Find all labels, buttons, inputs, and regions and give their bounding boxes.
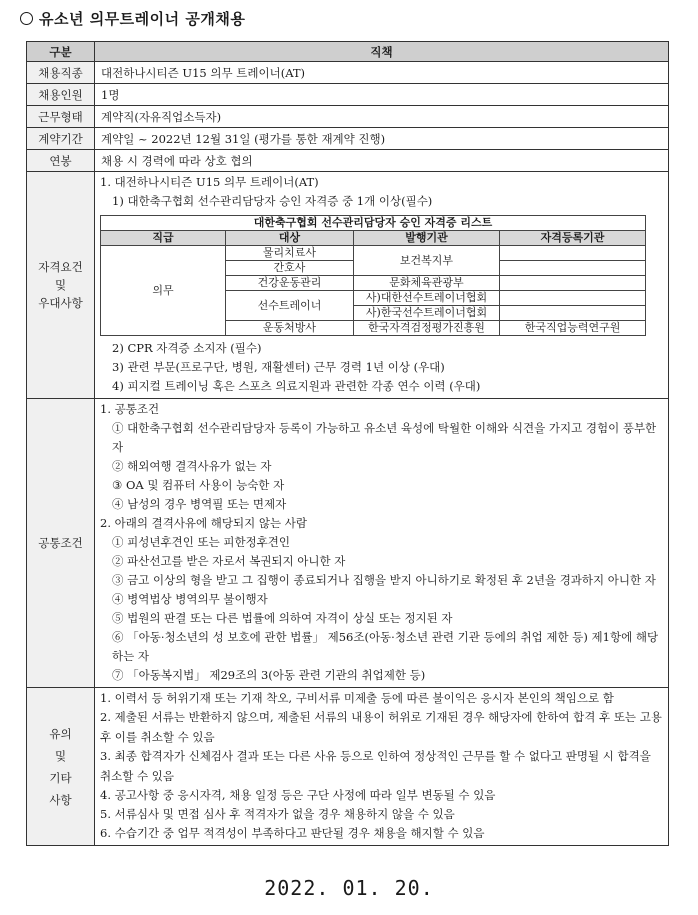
qual-item: 2) CPR 자격증 소지자 (필수) bbox=[112, 341, 262, 355]
row-value-employment-type: 계약직(자유직업소득자) bbox=[95, 106, 669, 128]
row-label-employment-type: 근무형태 bbox=[27, 106, 95, 128]
common-row bbox=[27, 399, 669, 688]
cert-header-issuer: 발행기관 bbox=[354, 231, 500, 246]
table-row bbox=[27, 150, 669, 172]
disqualification-item: ① 피성년후견인 또는 피한정후견인 bbox=[112, 535, 290, 549]
qual-intro-1: 1. 대전하나시티즌 U15 의무 트레이너(AT) bbox=[100, 175, 319, 189]
label-line: 자격요건 bbox=[38, 260, 83, 274]
notes-content bbox=[95, 688, 669, 846]
common-item: ③ OA 및 컴퓨터 사용이 능숙한 자 bbox=[112, 478, 285, 492]
disqualification-item: ⑥ 「아동·청소년의 성 보호에 관한 법률」 제56조(아동·청소년 관련 기관 등에의 취업 제한 등) 제1항에 해당하는 자 bbox=[112, 630, 659, 663]
header-value: 직책 bbox=[95, 42, 669, 62]
label-line: 기타 bbox=[49, 770, 72, 785]
cert-registrar-empty bbox=[500, 276, 646, 291]
row-label-job: 채용직종 bbox=[27, 62, 95, 84]
common-section-2: 2. 아래의 결격사유에 해당되지 않는 사람 bbox=[100, 516, 307, 530]
disqualification-item: ② 파산선고를 받은 자로서 복권되지 아니한 자 bbox=[112, 554, 346, 568]
note-item: 3. 최종 합격자가 신체검사 결과 또는 다른 사유 등으로 인하여 정상적인 근무를 할 수 없다고 판명될 시 합격을 취소할 수 있음 bbox=[100, 749, 651, 783]
row-label-headcount: 채용인원 bbox=[27, 84, 95, 106]
table-row bbox=[27, 106, 669, 128]
disqualification-item: ⑤ 법원의 판결 또는 다른 법률에 의하여 자격이 상실 또는 정지된 자 bbox=[112, 611, 453, 625]
cert-rank: 의무 bbox=[101, 246, 226, 336]
cert-registrar-empty bbox=[500, 291, 646, 306]
label-line: 유의 bbox=[49, 726, 72, 741]
row-value-contract-period: 계약일 ~ 2022년 12월 31일 (평가를 통한 재계약 진행) bbox=[95, 128, 669, 150]
qualifications-content bbox=[95, 172, 669, 399]
qual-intro-2: 1) 대한축구협회 선수관리담당자 승인 자격증 중 1개 이상(필수) bbox=[112, 194, 433, 208]
label-line: 우대사항 bbox=[38, 296, 83, 310]
cert-header-registrar: 자격등록기관 bbox=[500, 231, 646, 246]
note-item: 5. 서류심사 및 면접 심사 후 적격자가 없을 경우 채용하지 않을 수 있음 bbox=[100, 807, 455, 821]
common-section-1: 1. 공통조건 bbox=[100, 402, 160, 416]
qualifications-row bbox=[27, 172, 669, 399]
note-item: 6. 수습기간 중 업무 적격성이 부족하다고 판단될 경우 채용을 해지할 수 있음 bbox=[100, 826, 485, 840]
cert-registrar-empty bbox=[500, 246, 646, 261]
cert-issuer: 한국자격검정평가진흥원 bbox=[354, 321, 500, 336]
note-item: 4. 공고사항 중 응시자격, 채용 일정 등은 구단 사정에 따라 일부 변동될 수 있음 bbox=[100, 788, 496, 802]
qual-item: 3) 관련 부문(프로구단, 병원, 재활센터) 근무 경력 1년 이상 (우대) bbox=[112, 360, 445, 374]
cert-target: 운동처방사 bbox=[226, 321, 354, 336]
circle-bullet-icon bbox=[20, 12, 33, 25]
cert-header-rank: 직급 bbox=[101, 231, 226, 246]
cert-issuer: 사)대한선수트레이너협회 bbox=[354, 291, 500, 306]
cert-target: 선수트레이너 bbox=[226, 291, 354, 321]
cert-issuer: 보건복지부 bbox=[354, 246, 500, 276]
common-item: ② 해외여행 결격사유가 없는 자 bbox=[112, 459, 272, 473]
cert-issuer: 문화체육관광부 bbox=[354, 276, 500, 291]
cert-registrar: 한국직업능력연구원 bbox=[500, 321, 646, 336]
label-line: 및 bbox=[54, 278, 67, 292]
page-title bbox=[20, 8, 245, 29]
disqualification-item: ③ 금고 이상의 형을 받고 그 집행이 종료되거나 집행을 받지 아니하기로 확정된 후 2년을 경과하지 아니한 자 bbox=[112, 573, 656, 587]
table-row bbox=[27, 128, 669, 150]
disqualification-item: ④ 병역법상 병역의무 불이행자 bbox=[112, 592, 268, 606]
cert-registrar-empty bbox=[500, 306, 646, 321]
cert-target: 물리치료사 bbox=[226, 246, 354, 261]
row-value-headcount: 1명 bbox=[95, 84, 669, 106]
cert-target: 간호사 bbox=[226, 261, 354, 276]
row-value-salary: 채용 시 경력에 따라 상호 협의 bbox=[95, 150, 669, 172]
common-item: ① 대한축구협회 선수관리담당자 등록이 가능하고 유소년 육성에 탁월한 이해와 식견을 가지고 경험이 풍부한 자 bbox=[112, 421, 657, 454]
qual-item: 4) 피지컬 트레이닝 혹은 스포츠 의료지원과 관련한 각종 연수 이력 (우대) bbox=[112, 379, 481, 393]
cert-list-table bbox=[100, 215, 646, 336]
row-label-salary: 연봉 bbox=[27, 150, 95, 172]
header-label: 구분 bbox=[27, 42, 95, 62]
cert-target: 건강운동관리 bbox=[226, 276, 354, 291]
row-label-contract-period: 계약기간 bbox=[27, 128, 95, 150]
common-label: 공통조건 bbox=[27, 399, 95, 688]
table-header-row bbox=[27, 42, 669, 62]
cert-table-title: 대한축구협회 선수관리담당자 승인 자격증 리스트 bbox=[101, 216, 646, 231]
posting-date: 2022. 01. 20. bbox=[264, 876, 434, 900]
disqualification-item: ⑦ 「아동복지법」 제29조의 3(아동 관련 기관의 취업제한 등) bbox=[112, 668, 426, 682]
row-value-job: 대전하나시티즌 U15 의무 트레이너(AT) bbox=[95, 62, 669, 84]
label-line: 및 bbox=[54, 748, 67, 763]
common-content bbox=[95, 399, 669, 688]
table-row bbox=[27, 62, 669, 84]
note-item: 1. 이력서 등 허위기재 또는 기재 착오, 구비서류 미제출 등에 따른 불이익은 응시자 본인의 책임으로 함 bbox=[100, 691, 614, 705]
cert-header-target: 대상 bbox=[226, 231, 354, 246]
notes-label bbox=[27, 688, 95, 846]
cert-issuer: 사)한국선수트레이너협회 bbox=[354, 306, 500, 321]
cert-registrar-empty bbox=[500, 261, 646, 276]
recruitment-table bbox=[26, 41, 669, 846]
common-item: ④ 남성의 경우 병역필 또는 면제자 bbox=[112, 497, 287, 511]
qualifications-label bbox=[27, 172, 95, 399]
table-row bbox=[27, 84, 669, 106]
notes-row bbox=[27, 688, 669, 846]
label-line: 사항 bbox=[49, 792, 72, 807]
note-item: 2. 제출된 서류는 반환하지 않으며, 제출된 서류의 내용이 허위로 기재된 경우 해당자에 한하여 합격 후 또는 고용 후 이를 취소할 수 있음 bbox=[100, 710, 662, 744]
page-title-text: 유소년 의무트레이너 공개채용 bbox=[39, 10, 246, 28]
